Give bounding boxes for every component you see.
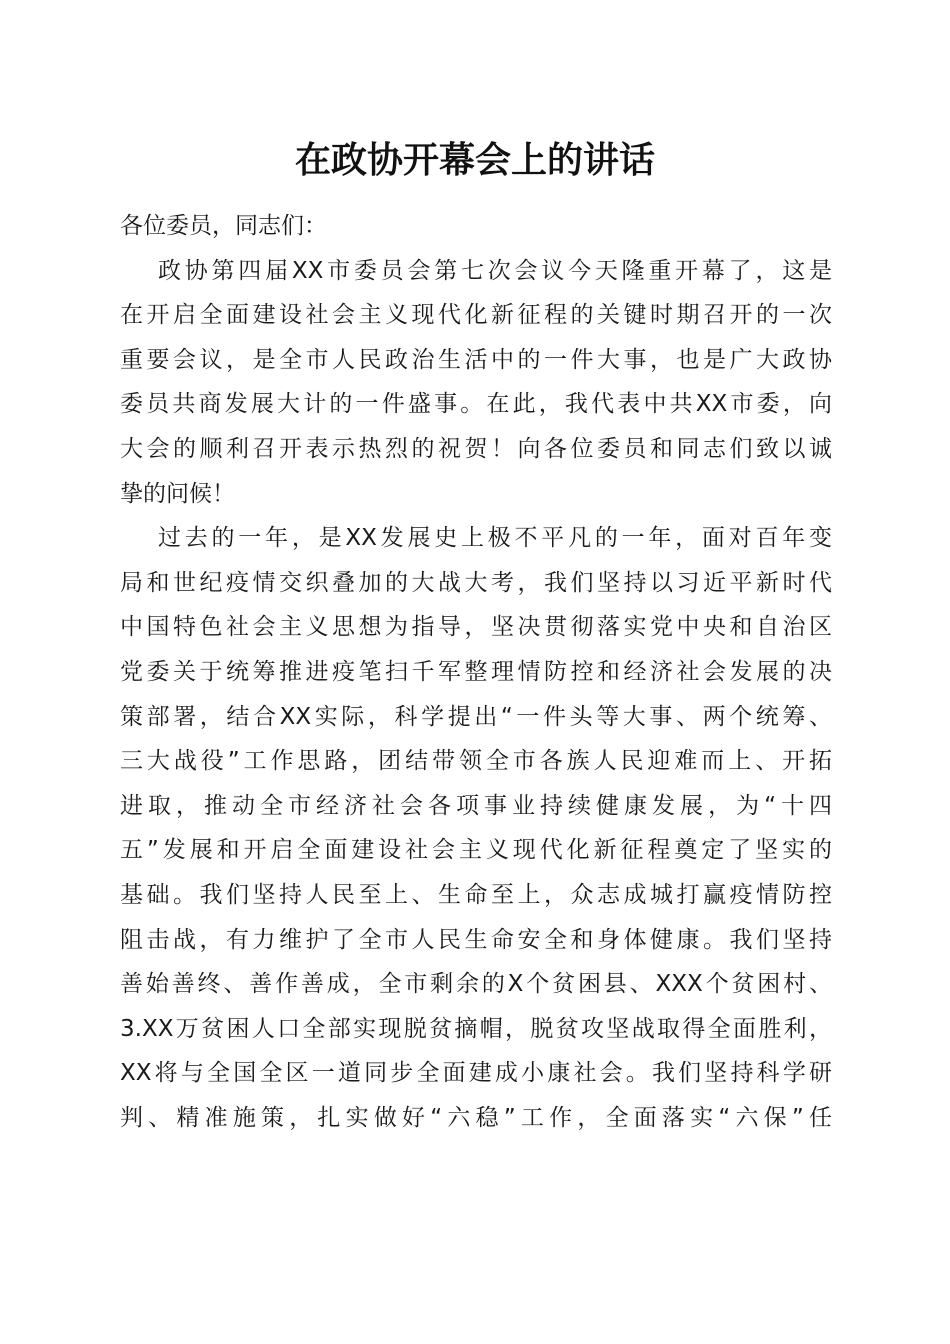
paragraph-1-line-5: 大会的顺利召开表示热烈的祝贺！向各位委员和同志们致以诚 bbox=[120, 435, 832, 462]
paragraph-2-line-5: 策部署，结合XX实际，科学提出“一件头等大事、两个统筹、 bbox=[120, 703, 832, 730]
paragraph-2-line-12: 3.XX万贫困人口全部实现脱贫摘帽，脱贫攻坚战取得全面胜利， bbox=[120, 1015, 832, 1042]
paragraph-2-line-4: 党委关于统筹推进疫笔扫千军整理情防控和经济社会发展的决 bbox=[120, 658, 832, 685]
paragraph-2-line-6: 三大战役”工作思路，团结带领全市各族人民迎难而上、开拓 bbox=[120, 748, 832, 775]
paragraph-2-line-2: 局和世纪疫情交织叠加的大战大考，我们坚持以习近平新时代 bbox=[120, 569, 832, 596]
paragraph-2-line-9: 基础。我们坚持人民至上、生命至上，众志成城打赢疫情防控 bbox=[120, 881, 832, 908]
salutation: 各位委员，同志们： bbox=[120, 213, 327, 239]
document-body bbox=[120, 204, 832, 1140]
paragraph-1-line-1: 政协第四届XX市委员会第七次会议今天隆重开幕了，这是 bbox=[158, 257, 832, 284]
paragraph-1-line-4: 委员共商发展大计的一件盛事。在此，我代表中共XX市委，向 bbox=[120, 391, 832, 418]
paragraph-2-line-3: 中国特色社会主义思想为指导，坚决贯彻落实党中央和自治区 bbox=[120, 614, 832, 641]
paragraph-1-line-3: 重要会议，是全市人民政治生活中的一件大事，也是广大政协 bbox=[120, 346, 832, 373]
document-title: 在政协开幕会上的讲话 bbox=[294, 139, 655, 181]
paragraph-1-line-6: 挚的问候！ bbox=[120, 480, 235, 507]
paragraph-2-line-10: 阻击战，有力维护了全市人民生命安全和身体健康。我们坚持 bbox=[120, 926, 832, 953]
paragraph-2-line-8: 五”发展和开启全面建设社会主义现代化新征程奠定了坚实的 bbox=[120, 837, 832, 864]
paragraph-1-line-2: 在开启全面建设社会主义现代化新征程的关键时期召开的一次 bbox=[120, 302, 832, 329]
paragraph-2-line-14: 判、精准施策，扎实做好“六稳”工作，全面落实“六保”任 bbox=[120, 1104, 832, 1131]
paragraph-2-line-13: XX将与全国全区一道同步全面建成小康社会。我们坚持科学研 bbox=[120, 1060, 832, 1087]
paragraph-2-line-1: 过去的一年，是XX发展史上极不平凡的一年，面对百年变 bbox=[158, 525, 832, 552]
paragraph-2-line-11: 善始善终、善作善成，全市剩余的X个贫困县、XXX个贫困村、 bbox=[120, 971, 832, 998]
paragraph-2-line-7: 进取，推动全市经济社会各项事业持续健康发展，为“十四 bbox=[120, 792, 832, 819]
